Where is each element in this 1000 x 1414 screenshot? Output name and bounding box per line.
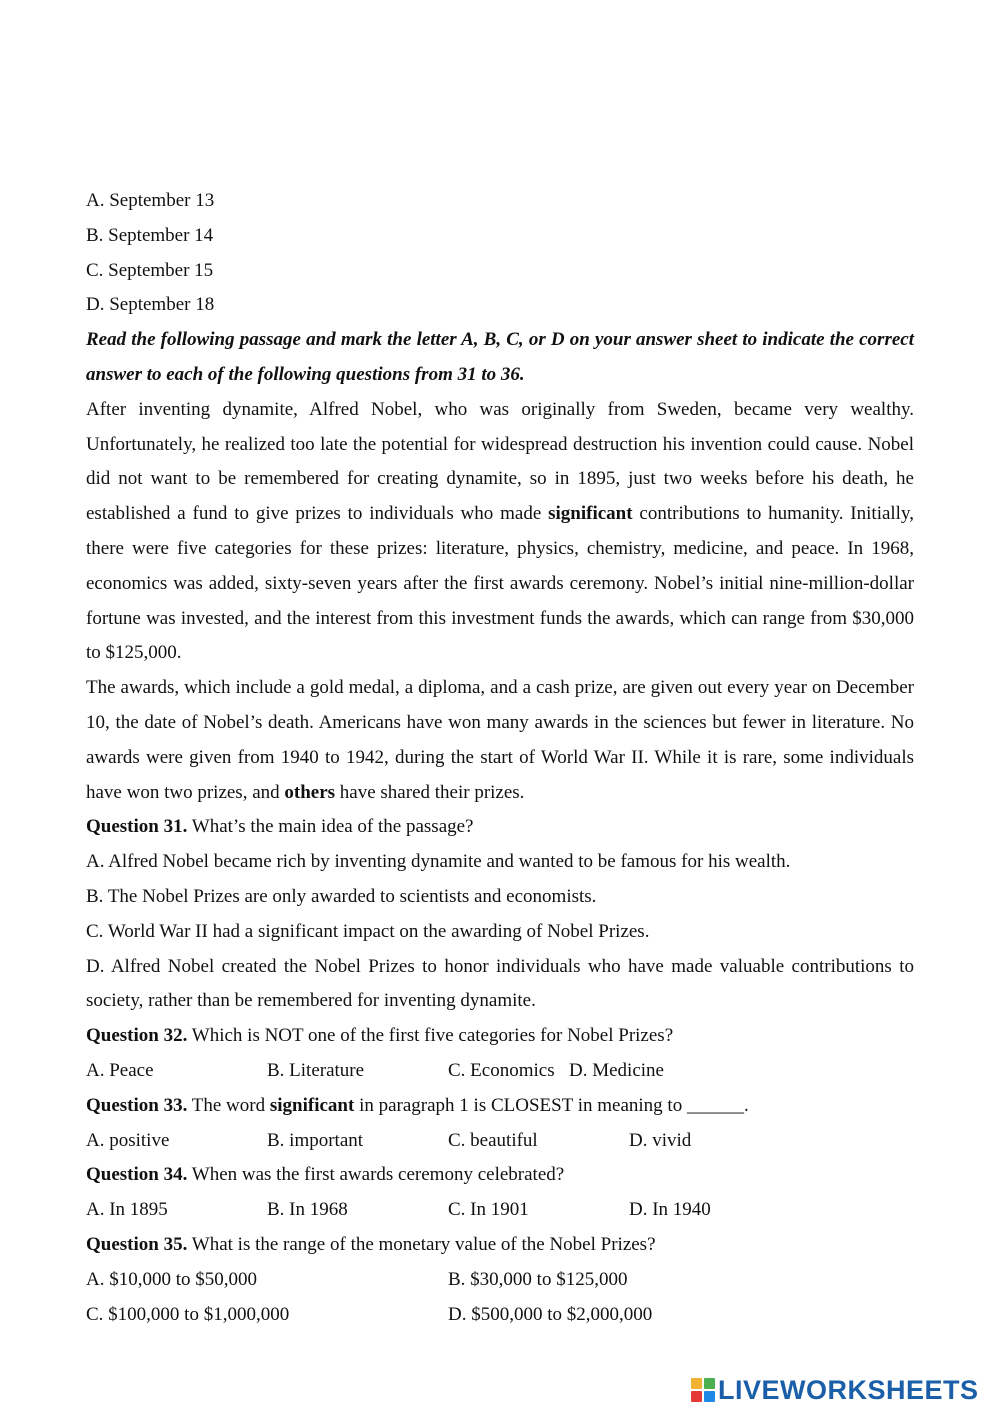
question-bold-word: significant	[269, 1094, 355, 1116]
question-34	[86, 1158, 914, 1193]
prev-option-c: C. September 15	[86, 259, 214, 281]
logo-square-1	[691, 1378, 702, 1389]
q32-option-d[interactable]: D. Medicine	[569, 1059, 664, 1081]
q33-option-a[interactable]: A. positive	[86, 1129, 170, 1151]
highlighted-word-significant: significant	[548, 503, 633, 525]
question-35	[86, 1228, 914, 1263]
q35-option-b[interactable]: B. $30,000 to $125,000	[448, 1268, 628, 1290]
passage-paragraph-2	[86, 671, 914, 810]
q33-option-d[interactable]: D. vivid	[629, 1129, 692, 1151]
question-33	[86, 1089, 914, 1124]
passage-text: have shared their prizes.	[335, 781, 525, 803]
q31-option-a[interactable]: A. Alfred Nobel became rich by inventing dynamite and wanted to be famous for his wealth.	[86, 851, 791, 873]
question-label: Question 34.	[86, 1164, 188, 1186]
q32-option-c[interactable]: C. Economics	[448, 1059, 555, 1081]
logo-text: LIVEWORKSHEETS	[718, 1374, 979, 1405]
question-text: What is the range of the monetary value of the Nobel Prizes?	[187, 1233, 656, 1255]
prev-option-a: A. September 13	[86, 190, 215, 211]
q31-option-c[interactable]: C. World War II had a significant impact on the awarding of Nobel Prizes.	[86, 920, 650, 942]
q35-option-d[interactable]: D. $500,000 to $2,000,000	[448, 1303, 653, 1325]
q34-option-d[interactable]: D. In 1940	[629, 1199, 711, 1221]
worksheet-page	[86, 184, 914, 1332]
question-31	[86, 810, 914, 845]
question-32	[86, 1019, 914, 1054]
q33-options	[86, 1124, 914, 1159]
q34-option-c[interactable]: C. In 1901	[448, 1199, 529, 1221]
liveworksheets-logo	[691, 1374, 979, 1406]
q33-option-b[interactable]: B. important	[267, 1129, 364, 1151]
passage-text: contributions to humanity. Initially, there were five categories for these prizes: literature, physics, chemistry, medicine, and peace. In 1968, economics was added, sixty-seven years after the first awards ceremony. Nobel’s initial nine-million-dollar fortune was invested, and the interest from this investment funds the awards, which can range from $30,000 to $125,000.	[86, 503, 914, 664]
passage-paragraph-1	[86, 393, 914, 671]
q35-option-c[interactable]: C. $100,000 to $1,000,000	[86, 1303, 290, 1325]
question-text: in paragraph 1 is CLOSEST in meaning to ______.	[354, 1094, 749, 1116]
q31-option-d[interactable]: D. Alfred Nobel created the Nobel Prizes to honor individuals who have made valuable contributions to society, rather than be remembered for inventing dynamite.	[86, 955, 914, 1012]
q34-option-b[interactable]: B. In 1968	[267, 1199, 348, 1221]
q35-options-row-2	[86, 1298, 914, 1333]
question-text: What’s the main idea of the passage?	[187, 816, 474, 838]
q32-options	[86, 1054, 914, 1089]
q32-option-a[interactable]: A. Peace	[86, 1059, 154, 1081]
question-text: When was the first awards ceremony celebrated?	[187, 1164, 565, 1186]
q31-option-b[interactable]: B. The Nobel Prizes are only awarded to scientists and economists.	[86, 885, 597, 907]
question-text: Which is NOT one of the first five categories for Nobel Prizes?	[187, 1025, 674, 1047]
logo-square-4	[704, 1391, 715, 1402]
q34-option-a[interactable]: A. In 1895	[86, 1199, 168, 1221]
prev-option-d: D. September 18	[86, 294, 215, 316]
instruction: Read the following passage and mark the letter A, B, C, or D on your answer sheet to indicate the correct answer to each of the following questions from 31 to 36.	[86, 329, 914, 385]
question-label: Question 32.	[86, 1025, 188, 1047]
q34-options	[86, 1193, 914, 1228]
question-label: Question 33.	[86, 1094, 188, 1116]
passage-text: The awards, which include a gold medal, a diploma, and a cash prize, are given out every year on December 10, the date of Nobel’s death. Americans have won many awards in the sciences but fewer in literature. No awards were given from 1940 to 1942, during the start of World War II. While it is rare, some individuals have won two prizes, and	[86, 677, 914, 803]
prev-option-b: B. September 14	[86, 224, 214, 246]
logo-square-3	[691, 1391, 702, 1402]
q32-option-b[interactable]: B. Literature	[267, 1059, 365, 1081]
question-label: Question 31.	[86, 816, 188, 838]
question-text: The word	[187, 1094, 270, 1116]
question-label: Question 35.	[86, 1233, 188, 1255]
highlighted-word-others: others	[284, 781, 336, 803]
q35-option-a[interactable]: A. $10,000 to $50,000	[86, 1268, 257, 1290]
logo-square-2	[704, 1378, 715, 1389]
passage-text: After inventing dynamite, Alfred Nobel, who was originally from Sweden, became very wealthy. Unfortunately, he realized too late the potential for widespread destruction his invention could cause. Nobel did not want to be remembered for creating dynamite, so in 1895, just two weeks before his death, he established a fund to give prizes to individuals who made	[86, 398, 914, 525]
q35-options-row-1	[86, 1263, 914, 1298]
logo-mark-icon	[691, 1378, 715, 1402]
q33-option-c[interactable]: C. beautiful	[448, 1129, 538, 1151]
